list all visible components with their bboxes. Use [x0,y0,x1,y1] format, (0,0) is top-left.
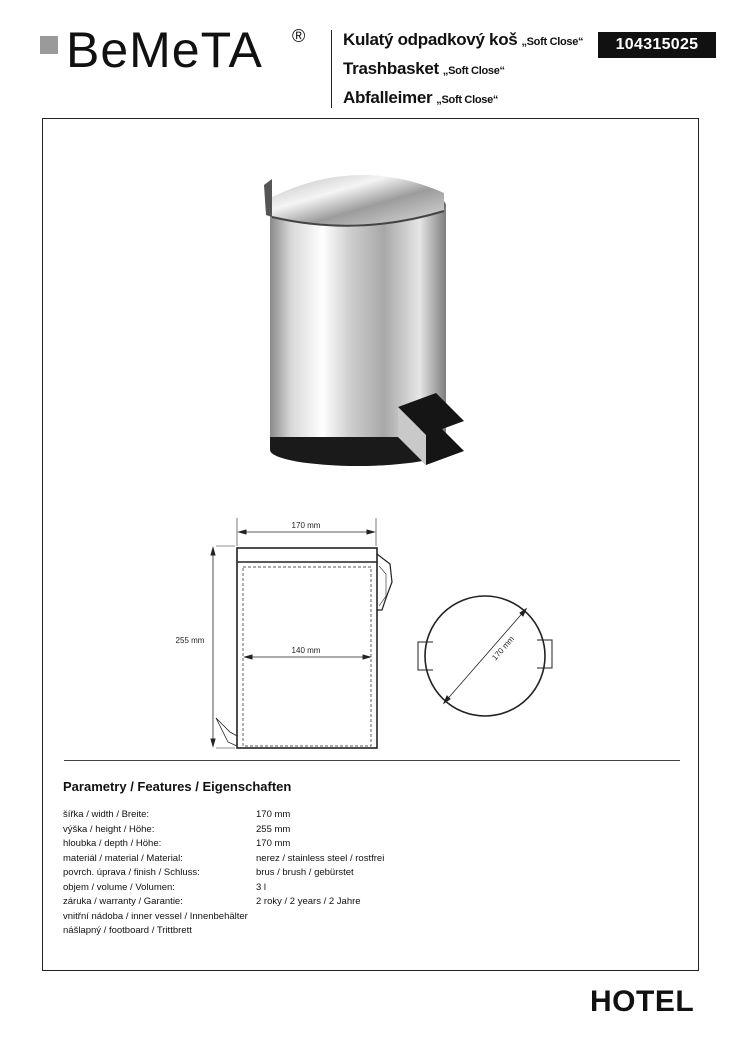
title-german [343,87,498,111]
logo-square [40,36,58,54]
features-heading: Parametry / Features / Eigenschaften [63,779,292,794]
section-divider [64,760,680,761]
title-german-sub: „Soft Close“ [436,94,499,106]
spec-label: výška / height / Höhe: [63,823,155,835]
brand-logo: BeMeTA [66,22,263,78]
technical-drawing [150,510,620,760]
product-code-badge: 104315025 [598,32,716,58]
spec-label: vnitřní nádoba / inner vessel / Innenbehälter [63,910,248,922]
top-view [418,596,552,716]
title-czech [343,29,583,53]
spec-value: nerez / stainless steel / rostfrei [256,852,385,864]
spec-label: hloubka / depth / Höhe: [63,838,162,849]
product-photo [258,165,470,485]
title-czech-main: Kulatý odpadkový koš [343,30,518,49]
spec-value: 170 mm [256,838,291,849]
header-divider [331,30,332,108]
title-english [343,58,505,82]
spec-label: objem / volume / Volumen: [63,881,175,893]
title-czech-sub: „Soft Close“ [521,36,584,48]
spec-value: 3 l [256,881,267,893]
diameter-label: 170 mm [490,634,516,663]
height-dimension-label: 255 mm [175,636,205,645]
spec-label: šířka / width / Breite: [63,809,150,820]
title-english-main: Trashbasket [343,59,439,78]
title-english-sub: „Soft Close“ [442,65,505,77]
spec-value: 170 mm [256,809,291,820]
spec-label: materiál / material / Material: [63,852,183,864]
side-view [211,518,392,748]
spec-value: 2 roky / 2 years / 2 Jahre [256,896,361,907]
spec-label: záruka / warranty / Garantie: [63,896,183,907]
category-label: HOTEL [590,985,695,1018]
registered-mark: ® [292,26,306,46]
spec-label: povrch. úprava / finish / Schluss: [63,867,200,878]
spec-value: brus / brush / gebürstet [256,867,354,878]
width-dimension-label: 170 mm [291,521,321,530]
title-german-main: Abfalleimer [343,88,433,107]
inner-width-label: 140 mm [291,646,321,655]
spec-label: nášlapný / footboard / Trittbrett [63,925,192,936]
spec-value: 255 mm [256,823,291,835]
